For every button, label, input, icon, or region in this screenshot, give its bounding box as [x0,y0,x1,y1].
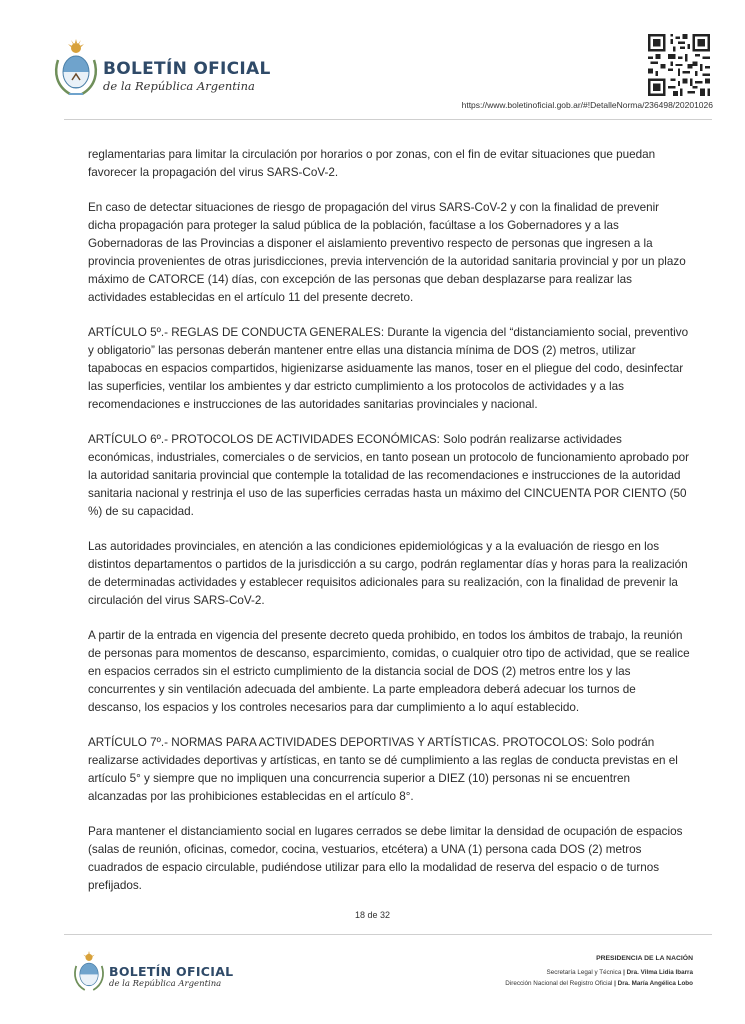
paragraph: A partir de la entrada en vigencia del presente decreto queda prohibido, en todos los ámbitos de trabajo, la reunión de personas para momentos de descanso, esparcimiento, comidas, o cualquier otro tipo de actividad, que se realice en espacios cerrados sin el estricto cumplimiento de la distancia social de DOS (2) metros entre los y las concurrentes y sin ventilación adecuada del ambiente. La parte empleadora deberá adecuar los turnos de descanso, los espacios y los controles necesarios para dar cumplimiento a lo aquí establecido. [88,629,690,714]
boletin-oficial-brand [103,59,271,93]
footer-credits [505,953,693,989]
national-coat-of-arms-icon [52,38,100,102]
page-header [0,0,745,125]
national-coat-of-arms-icon [72,948,106,998]
page-number: 18 de 32 [354,910,391,920]
qr-code-icon [648,34,710,96]
article-6-paragraph: ARTÍCULO 6º.- PROTOCOLOS DE ACTIVIDADES ECONÓMICAS: Solo podrán realizarse actividades económicas, industriales, comerciales o de servicios, en tanto posean un protocolo de funcionamiento aprobado por la autoridad sanitaria provincial que contemple la totalidad de las recomendaciones e instrucciones de la autoridad sanitaria nacional y restrinja el uso de las superficies cerradas hasta un máximo del CINCUENTA POR CIENTO (50 %) de su capacidad. [88,433,689,518]
brand-title: BOLETÍN OFICIAL [109,964,234,979]
brand-subtitle: de la República Argentina [109,979,222,989]
brand-title: BOLETÍN OFICIAL [103,59,271,79]
separator: | [623,969,625,976]
header-divider [64,119,712,120]
brand-subtitle: de la República Argentina [103,79,255,93]
separator: | [614,980,616,987]
office-name: Secretaría Legal y Técnica [546,969,622,976]
footer-divider [64,934,712,935]
official-name: Dra. María Angélica Lobo [617,980,693,987]
article-7-paragraph: ARTÍCULO 7º.- NORMAS PARA ACTIVIDADES DEPORTIVAS Y ARTÍSTICAS. PROTOCOLOS: Solo podrán realizarse actividades deportivas y artísticas, en tanto se dé cumplimiento a las reglas de conducta previstas en el artículo 5° y siempre que no impliquen una concurrencia superior a DIEZ (10) personas ni se encuentren alcanzadas por las prohibiciones establecidas en el artículo 8°. [88,736,678,803]
paragraph: En caso de detectar situaciones de riesgo de propagación del virus SARS-CoV-2 y con la finalidad de prevenir dicha propagación para proteger la salud pública de la población, facúltase a los Gobernadores y a las Gobernadoras de las Provincias a disponer el aislamiento preventivo respecto de personas que ingresen a la provincia provenientes de otras jurisdicciones, previa intervención de la autoridad sanitaria provincial y por un plazo máximo de CATORCE (14) días, con excepción de las personas que deban desplazarse para realizar las actividades establecidas en el artículo 11 del presente decreto. [88,201,686,304]
article-5-paragraph: ARTÍCULO 5º.- REGLAS DE CONDUCTA GENERALES: Durante la vigencia del “distanciamiento social, preventivo y obligatorio” las personas deberán mantener entre ellas una distancia mínima de DOS (2) metros, utilizar tapabocas en espacios compartidos, higienizarse asiduamente las manos, toser en el pliegue del codo, desinfectar las superficies, ventilar los ambientes y dar estricto cumplimiento a los protocolos de actividades y a las recomendaciones e instrucciones de las autoridades sanitarias provinciales y nacional. [88,326,689,411]
official-name: Dra. Vilma Lidia Ibarra [626,969,693,976]
paragraph: Las autoridades provinciales, en atención a las condiciones epidemiológicas y a la evaluación de riesgo en los distintos departamentos o partidos de la jurisdicción a su cargo, podrán reglamentar días y horas para la realización de determinadas actividades y establecer requisitos adicionales para su realización, con la finalidad de prevenir la circulación del virus SARS-CoV-2. [88,540,688,607]
document-url: https://www.boletinoficial.gob.ar/#!DetalleNorma/236498/20201026 [461,100,713,110]
credit-line [505,967,693,978]
presidency-label: PRESIDENCIA DE LA NACIÓN [596,955,693,962]
office-name: Dirección Nacional del Registro Oficial [505,980,613,987]
document-body [88,146,690,912]
paragraph: Para mantener el distanciamiento social en lugares cerrados se debe limitar la densidad de ocupación de espacios (salas de reunión, oficinas, comedor, cocina, vestuarios, etcétera) a UNA (1) persona cada DOS (2) metros cuadrados de espacio circulable, pudiéndose utilizar para ello la modalidad de reserva del espacio o de turnos prefijados. [88,825,683,892]
footer-brand [109,964,233,990]
paragraph: reglamentarias para limitar la circulación por horarios o por zonas, con el fin de evitar situaciones que puedan favorecer la propagación del virus SARS-CoV-2. [88,148,656,179]
credit-line [505,978,693,989]
